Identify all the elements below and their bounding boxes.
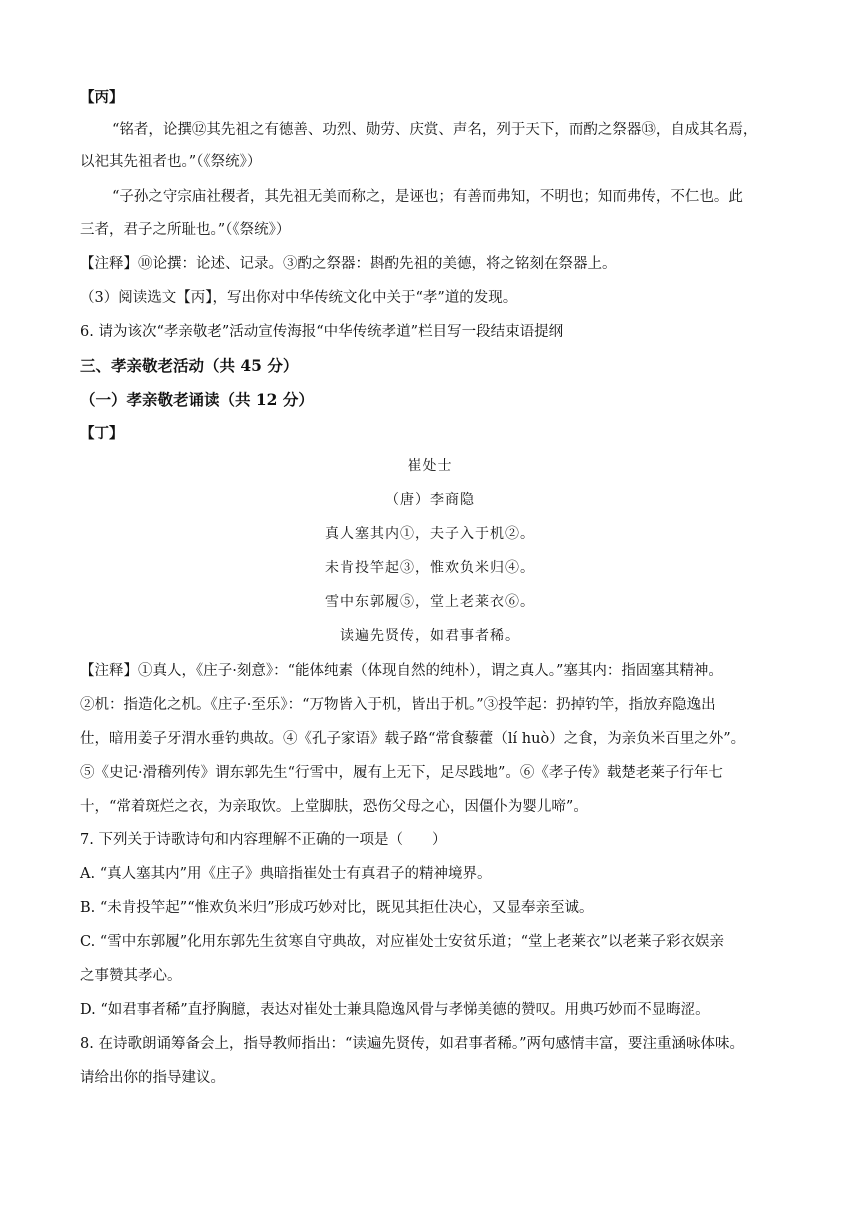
bing-note: 【注释】⑩论撰：论述、记录。③酌之祭器：斟酌先祖的美德，将之铭刻在祭器上。 (80, 256, 617, 272)
poem-line: 真人塞其内①，夫子入于机②。 (325, 526, 535, 542)
question-8-line-2: 请给出你的指导建议。 (80, 1070, 225, 1086)
question-7-option-a: A. “真人塞其内”用《庄子》典暗指崔处士有真君子的精神境界。 (80, 866, 492, 882)
bing-paragraph-2-line-2: 三者，君子之所耻也。”（《祭统》） (80, 222, 291, 238)
bing-paragraph-1-line-1: “铭者，论撰⑫其先祖之有德善、功烈、勋劳、庆赏、声名，列于天下，而酌之祭器⑬，自成其名焉， (112, 122, 758, 138)
subsection-1-title: （一）孝亲敬老诵读（共 12 分） (80, 390, 314, 409)
section-ding-label: 【丁】 (80, 425, 124, 442)
bing-paragraph-1-line-2: 以祀其先祖者也。”（《祭统》） (80, 154, 262, 170)
poem-author: （唐）李商隐 (385, 492, 475, 508)
question-7-option-d: D. “如君事者稀”直抒胸臆，表达对崔处士兼具隐逸风骨与孝悌美德的赞叹。用典巧妙而不显晦涩。 (80, 1002, 710, 1018)
ding-note-line: ⑤《史记·滑稽列传》谓东郭先生“行雪中，履有上无下，足尽践地”。⑥《孝子传》载楚老莱子行年七 (80, 765, 723, 781)
poem-title: 崔处士 (407, 458, 453, 474)
ding-note-line: 【注释】①真人，《庄子·刻意》：“能体纯素（体现自然的纯朴），谓之真人。”塞其内：指固塞其精神。 (80, 663, 723, 679)
question-7-stem: 7. 下列关于诗歌诗句和内容理解不正确的一项是（ ） (80, 832, 447, 848)
ding-note-line: ②机：指造化之机。《庄子·至乐》：“万物皆入于机，皆出于机。”③投竿起：扔掉钓竿，指放弃隐逸出 (80, 697, 716, 713)
question-3: （3）阅读选文【丙】，写出你对中华传统文化中关于“孝”道的发现。 (80, 290, 518, 306)
question-7-option-c: C. “雪中东郭履”化用东郭先生贫寒自守典故，对应崔处士安贫乐道；“堂上老莱衣”以老莱子彩衣娱亲 (80, 934, 724, 950)
ding-note-line: 十，“常着斑烂之衣，为亲取饮。上堂脚肤，恐伤父母之心，因僵仆为婴儿啼”。 (80, 799, 588, 815)
question-7-option-c-cont: 之事赞其孝心。 (80, 968, 182, 984)
poem-line: 读遍先贤传，如君事者稀。 (340, 628, 520, 644)
ding-note-line: 仕，暗用姜子牙渭水垂钓典故。④《孔子家语》载子路“常食藜藿（lí huò）之食，为亲负米百里之外”。 (80, 731, 746, 747)
question-8-line-1: 8. 在诗歌朗诵筹备会上，指导教师指出：“读遍先贤传，如君事者稀。”两句感情丰富，要注重涵咏体味。 (80, 1036, 745, 1052)
poem-line: 雪中东郭履⑤，堂上老莱衣⑥。 (325, 594, 535, 610)
question-6: 6. 请为该次“孝亲敬老”活动宣传海报“中华传统孝道”栏目写一段结束语提纲 (80, 324, 564, 340)
question-7-option-b: B. “未肯投竿起”“惟欢负米归”形成巧妙对比，既见其拒仕决心，又显奉亲至诚。 (80, 900, 594, 916)
section-bing-label: 【丙】 (80, 89, 124, 106)
bing-paragraph-2-line-1: “子孙之守宗庙社稷者，其先祖无美而称之，是诬也；有善而弗知，不明也；知而弗传，不仁也。此 (112, 189, 743, 205)
poem-line: 未肯投竿起③，惟欢负米归④。 (325, 560, 535, 576)
section-3-title: 三、孝亲敬老活动（共 45 分） (80, 356, 299, 375)
